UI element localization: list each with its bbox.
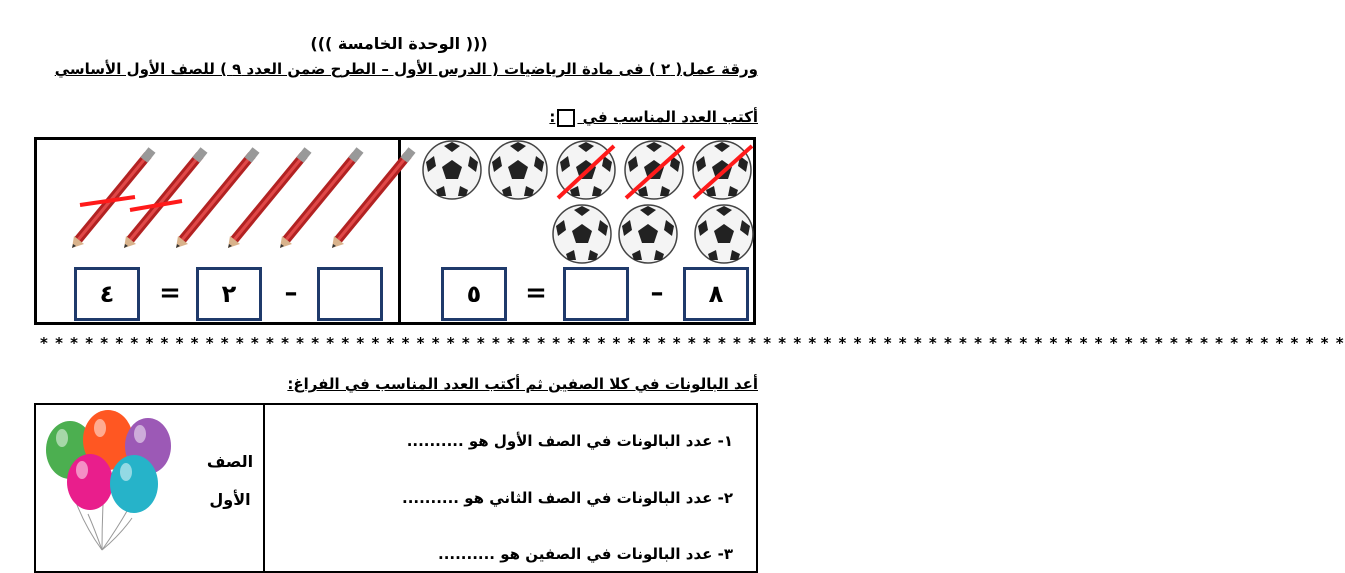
instruction-colon: : [549, 108, 556, 126]
worksheet-title: ((( الوحدة الخامسة ))) [310, 34, 488, 53]
equals-sign: = [159, 278, 181, 308]
answer-box-result[interactable]: ٥ [441, 267, 507, 321]
pencils-illustration [60, 145, 390, 255]
worksheet-subtitle: ورقة عمل( ٢ ) فى مادة الرياضيات ( الدرس الأول – الطرح ضمن العدد ٩ ) للصف الأول الأساسي [54, 60, 758, 78]
answer-box-subtrahend[interactable] [563, 267, 629, 321]
balloons-illustration [40, 410, 180, 558]
ball-icon [695, 205, 753, 263]
row-label-line2: الأول [209, 490, 251, 509]
ball-icon [619, 205, 677, 263]
answer-box-subtrahend[interactable]: ٢ [196, 267, 262, 321]
question-row-2[interactable]: ٢- عدد البالونات في الصف الثاني هو .......... [402, 489, 733, 507]
ball-icon [553, 205, 611, 263]
ball-icon [423, 141, 481, 199]
answer-box-minuend[interactable]: ٨ [683, 267, 749, 321]
square-icon [557, 109, 575, 127]
section1-instruction [549, 108, 758, 127]
section2-instruction: أعد البالونات في كلا الصفين ثم أكتب العدد المناسب في الفراغ: [287, 375, 758, 393]
answer-box-minuend[interactable] [317, 267, 383, 321]
balloon-icon [67, 454, 113, 510]
row-label-line1: الصف [206, 452, 254, 471]
question-row-1[interactable]: ١- عدد البالونات في الصف الأول هو .......... [406, 432, 733, 450]
minus-sign: – [284, 278, 298, 308]
answer-box-result[interactable]: ٤ [74, 267, 140, 321]
balloons-divider [263, 403, 265, 573]
minus-sign: – [650, 278, 664, 308]
balloon-icon [110, 455, 158, 513]
balls-illustration [418, 140, 758, 270]
star-separator: * * * * * * * * * * * * * * * * * * * * * * * * * * * * * * * * * * * * * * * * * * * * * * * * * * * * * * * * * * * * * * * * * * * * * * * * * * * * * * * * * * * * * * * [40, 334, 1345, 352]
instruction-text: أكتب العدد المناسب في [582, 108, 758, 126]
equals-sign: = [525, 278, 547, 308]
ball-icon [489, 141, 547, 199]
question-row-3[interactable]: ٣- عدد البالونات في الصفين هو .......... [438, 545, 733, 563]
